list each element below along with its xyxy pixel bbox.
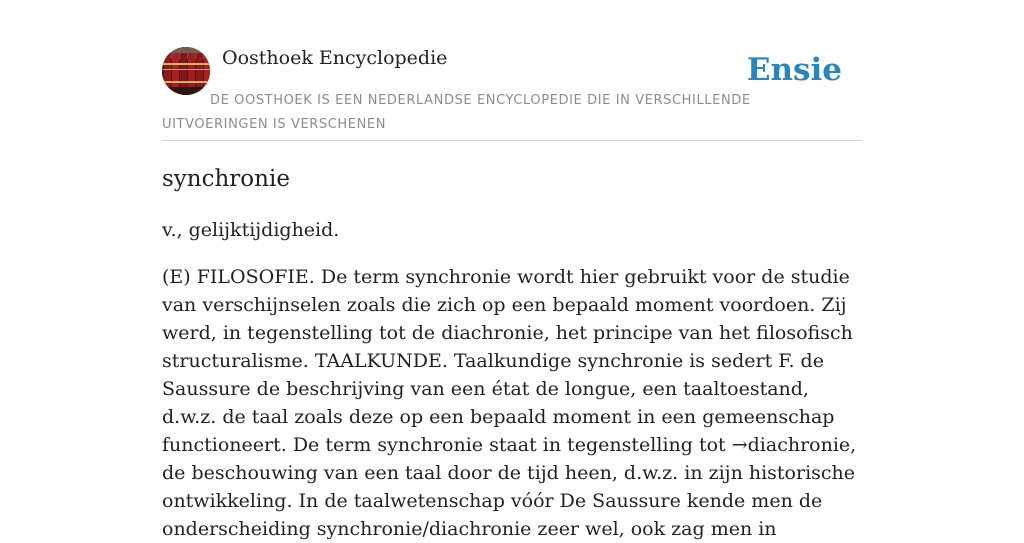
article — [162, 162, 864, 543]
page-title: synchronie — [162, 166, 290, 192]
article-body: (E) FILOSOFIE. De term synchronie wordt hier gebruikt voor de studie van verschijnselen zoals die zich op een bepaald moment voordoen. Zij werd, in tegenstelling tot de diachronie, het principe van het filosofisch structuralisme. TAALKUNDE. Taalkundige synchronie is sedert F. de Saussure de beschrijving van een état de longue, een taaltoestand, d.w.z. de taal zoals deze op een bepaald moment in een gemeenschap functioneert. De term synchronie staat in tegenstelling tot →diachronie, de beschouwing van een taal door de tijd heen, d.w.z. in zijn historische ontwikkeling. In de taalwetenschap vóór De Saussure kende men de onderscheiding synchronie/diachronie zeer wel, ook zag men in — [162, 266, 857, 540]
avatar[interactable] — [162, 47, 210, 95]
encyclopedia-books-icon — [162, 47, 210, 95]
brand-logo[interactable]: Ensie — [746, 52, 842, 88]
article-definition: v., gelijktijdigheid. — [162, 219, 340, 241]
site-header — [162, 46, 862, 141]
site-tagline: DE OOSTHOEK IS EEN NEDERLANDSE ENCYCLOPEDIE DIE IN VERSCHILLENDE UITVOERINGEN IS VERSCHENEN — [162, 93, 751, 132]
site-title[interactable]: Oosthoek Encyclopedie — [222, 47, 448, 69]
